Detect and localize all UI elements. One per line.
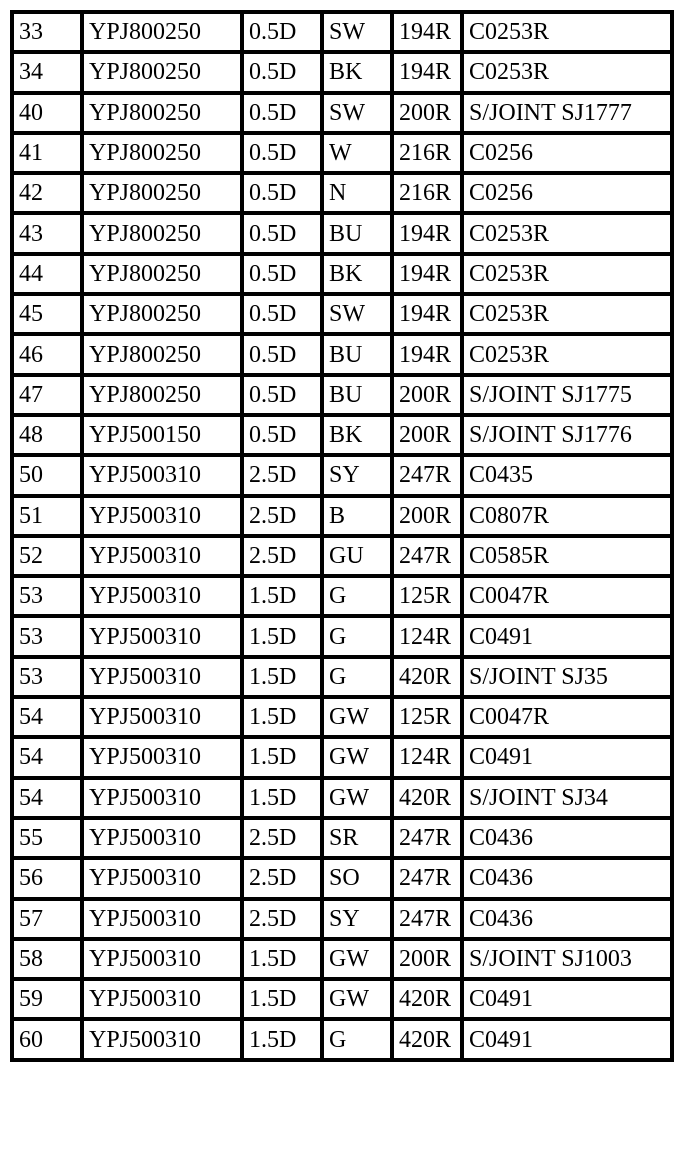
size-cell: 2.5D bbox=[242, 899, 322, 939]
part-number-cell: YPJ800250 bbox=[82, 52, 242, 92]
code-cell: 194R bbox=[392, 254, 462, 294]
part-number-cell: YPJ800250 bbox=[82, 133, 242, 173]
wire-table-container bbox=[10, 10, 670, 1062]
size-cell: 2.5D bbox=[242, 818, 322, 858]
table-row bbox=[12, 899, 672, 939]
table-row bbox=[12, 133, 672, 173]
table-row bbox=[12, 334, 672, 374]
connection-cell: C0491 bbox=[462, 1019, 672, 1059]
part-number-cell: YPJ500310 bbox=[82, 858, 242, 898]
table-row bbox=[12, 818, 672, 858]
part-number-cell: YPJ500310 bbox=[82, 737, 242, 777]
connection-cell: C0807R bbox=[462, 496, 672, 536]
part-number-cell: YPJ500310 bbox=[82, 616, 242, 656]
size-cell: 0.5D bbox=[242, 93, 322, 133]
size-cell: 1.5D bbox=[242, 778, 322, 818]
code-cell: 194R bbox=[392, 213, 462, 253]
row-number-cell: 53 bbox=[12, 576, 82, 616]
code-cell: 420R bbox=[392, 778, 462, 818]
row-number-cell: 52 bbox=[12, 536, 82, 576]
connection-cell: S/JOINT SJ35 bbox=[462, 657, 672, 697]
row-number-cell: 46 bbox=[12, 334, 82, 374]
row-number-cell: 33 bbox=[12, 12, 82, 52]
table-row bbox=[12, 52, 672, 92]
part-number-cell: YPJ800250 bbox=[82, 173, 242, 213]
color-cell: BU bbox=[322, 334, 392, 374]
size-cell: 0.5D bbox=[242, 213, 322, 253]
table-row bbox=[12, 294, 672, 334]
connection-cell: S/JOINT SJ1776 bbox=[462, 415, 672, 455]
color-cell: G bbox=[322, 616, 392, 656]
code-cell: 247R bbox=[392, 899, 462, 939]
table-row bbox=[12, 576, 672, 616]
code-cell: 200R bbox=[392, 939, 462, 979]
code-cell: 194R bbox=[392, 294, 462, 334]
table-row bbox=[12, 93, 672, 133]
code-cell: 216R bbox=[392, 133, 462, 173]
connection-cell: C0253R bbox=[462, 334, 672, 374]
connection-cell: C0435 bbox=[462, 455, 672, 495]
part-number-cell: YPJ500310 bbox=[82, 979, 242, 1019]
part-number-cell: YPJ500150 bbox=[82, 415, 242, 455]
size-cell: 1.5D bbox=[242, 576, 322, 616]
size-cell: 1.5D bbox=[242, 657, 322, 697]
color-cell: SO bbox=[322, 858, 392, 898]
code-cell: 420R bbox=[392, 1019, 462, 1059]
table-row bbox=[12, 657, 672, 697]
color-cell: SY bbox=[322, 455, 392, 495]
size-cell: 2.5D bbox=[242, 455, 322, 495]
code-cell: 125R bbox=[392, 697, 462, 737]
connection-cell: C0585R bbox=[462, 536, 672, 576]
table-row bbox=[12, 979, 672, 1019]
code-cell: 200R bbox=[392, 93, 462, 133]
row-number-cell: 56 bbox=[12, 858, 82, 898]
connection-cell: S/JOINT SJ1777 bbox=[462, 93, 672, 133]
part-number-cell: YPJ800250 bbox=[82, 334, 242, 374]
table-row bbox=[12, 697, 672, 737]
connection-cell: C0436 bbox=[462, 899, 672, 939]
color-cell: GW bbox=[322, 939, 392, 979]
row-number-cell: 41 bbox=[12, 133, 82, 173]
code-cell: 200R bbox=[392, 496, 462, 536]
part-number-cell: YPJ500310 bbox=[82, 899, 242, 939]
color-cell: BK bbox=[322, 52, 392, 92]
connection-cell: C0253R bbox=[462, 52, 672, 92]
row-number-cell: 34 bbox=[12, 52, 82, 92]
table-row bbox=[12, 173, 672, 213]
size-cell: 1.5D bbox=[242, 939, 322, 979]
size-cell: 0.5D bbox=[242, 12, 322, 52]
code-cell: 216R bbox=[392, 173, 462, 213]
size-cell: 0.5D bbox=[242, 375, 322, 415]
code-cell: 420R bbox=[392, 979, 462, 1019]
color-cell: GW bbox=[322, 737, 392, 777]
table-row bbox=[12, 254, 672, 294]
table-row bbox=[12, 375, 672, 415]
part-number-cell: YPJ500310 bbox=[82, 576, 242, 616]
color-cell: G bbox=[322, 576, 392, 616]
size-cell: 1.5D bbox=[242, 737, 322, 777]
color-cell: BU bbox=[322, 375, 392, 415]
connection-cell: C0436 bbox=[462, 858, 672, 898]
connection-cell: S/JOINT SJ1775 bbox=[462, 375, 672, 415]
code-cell: 247R bbox=[392, 455, 462, 495]
row-number-cell: 40 bbox=[12, 93, 82, 133]
part-number-cell: YPJ500310 bbox=[82, 536, 242, 576]
connection-cell: C0256 bbox=[462, 173, 672, 213]
color-cell: BK bbox=[322, 254, 392, 294]
color-cell: W bbox=[322, 133, 392, 173]
size-cell: 0.5D bbox=[242, 133, 322, 173]
connection-cell: C0253R bbox=[462, 12, 672, 52]
connection-cell: C0491 bbox=[462, 616, 672, 656]
table-row bbox=[12, 415, 672, 455]
color-cell: GW bbox=[322, 979, 392, 1019]
part-number-cell: YPJ500310 bbox=[82, 657, 242, 697]
row-number-cell: 59 bbox=[12, 979, 82, 1019]
size-cell: 1.5D bbox=[242, 616, 322, 656]
code-cell: 194R bbox=[392, 12, 462, 52]
size-cell: 2.5D bbox=[242, 536, 322, 576]
part-number-cell: YPJ800250 bbox=[82, 93, 242, 133]
color-cell: N bbox=[322, 173, 392, 213]
wire-table bbox=[10, 10, 674, 1062]
code-cell: 124R bbox=[392, 737, 462, 777]
color-cell: GU bbox=[322, 536, 392, 576]
connection-cell: C0253R bbox=[462, 254, 672, 294]
row-number-cell: 45 bbox=[12, 294, 82, 334]
row-number-cell: 42 bbox=[12, 173, 82, 213]
code-cell: 124R bbox=[392, 616, 462, 656]
table-row bbox=[12, 778, 672, 818]
size-cell: 1.5D bbox=[242, 979, 322, 1019]
code-cell: 247R bbox=[392, 818, 462, 858]
row-number-cell: 47 bbox=[12, 375, 82, 415]
code-cell: 200R bbox=[392, 375, 462, 415]
color-cell: SY bbox=[322, 899, 392, 939]
code-cell: 125R bbox=[392, 576, 462, 616]
table-body bbox=[12, 12, 672, 1060]
connection-cell: C0253R bbox=[462, 213, 672, 253]
size-cell: 0.5D bbox=[242, 415, 322, 455]
code-cell: 420R bbox=[392, 657, 462, 697]
part-number-cell: YPJ800250 bbox=[82, 254, 242, 294]
color-cell: SW bbox=[322, 294, 392, 334]
table-row bbox=[12, 858, 672, 898]
part-number-cell: YPJ500310 bbox=[82, 939, 242, 979]
part-number-cell: YPJ800250 bbox=[82, 12, 242, 52]
connection-cell: C0256 bbox=[462, 133, 672, 173]
part-number-cell: YPJ500310 bbox=[82, 697, 242, 737]
connection-cell: C0253R bbox=[462, 294, 672, 334]
table-row bbox=[12, 939, 672, 979]
row-number-cell: 44 bbox=[12, 254, 82, 294]
row-number-cell: 54 bbox=[12, 778, 82, 818]
row-number-cell: 60 bbox=[12, 1019, 82, 1059]
connection-cell: S/JOINT SJ1003 bbox=[462, 939, 672, 979]
size-cell: 0.5D bbox=[242, 294, 322, 334]
table-row bbox=[12, 496, 672, 536]
color-cell: G bbox=[322, 657, 392, 697]
color-cell: BU bbox=[322, 213, 392, 253]
color-cell: SW bbox=[322, 12, 392, 52]
table-row bbox=[12, 12, 672, 52]
color-cell: GW bbox=[322, 778, 392, 818]
size-cell: 0.5D bbox=[242, 52, 322, 92]
color-cell: SW bbox=[322, 93, 392, 133]
connection-cell: C0491 bbox=[462, 979, 672, 1019]
row-number-cell: 48 bbox=[12, 415, 82, 455]
row-number-cell: 51 bbox=[12, 496, 82, 536]
code-cell: 247R bbox=[392, 858, 462, 898]
part-number-cell: YPJ500310 bbox=[82, 455, 242, 495]
table-row bbox=[12, 616, 672, 656]
code-cell: 200R bbox=[392, 415, 462, 455]
size-cell: 2.5D bbox=[242, 858, 322, 898]
size-cell: 1.5D bbox=[242, 697, 322, 737]
size-cell: 0.5D bbox=[242, 254, 322, 294]
size-cell: 2.5D bbox=[242, 496, 322, 536]
part-number-cell: YPJ500310 bbox=[82, 778, 242, 818]
code-cell: 194R bbox=[392, 334, 462, 374]
row-number-cell: 55 bbox=[12, 818, 82, 858]
color-cell: GW bbox=[322, 697, 392, 737]
color-cell: B bbox=[322, 496, 392, 536]
connection-cell: C0047R bbox=[462, 697, 672, 737]
part-number-cell: YPJ800250 bbox=[82, 294, 242, 334]
part-number-cell: YPJ800250 bbox=[82, 213, 242, 253]
row-number-cell: 54 bbox=[12, 697, 82, 737]
part-number-cell: YPJ500310 bbox=[82, 818, 242, 858]
row-number-cell: 58 bbox=[12, 939, 82, 979]
size-cell: 0.5D bbox=[242, 334, 322, 374]
connection-cell: C0047R bbox=[462, 576, 672, 616]
part-number-cell: YPJ500310 bbox=[82, 496, 242, 536]
code-cell: 194R bbox=[392, 52, 462, 92]
connection-cell: C0491 bbox=[462, 737, 672, 777]
size-cell: 1.5D bbox=[242, 1019, 322, 1059]
table-row bbox=[12, 1019, 672, 1059]
color-cell: G bbox=[322, 1019, 392, 1059]
connection-cell: C0436 bbox=[462, 818, 672, 858]
table-row bbox=[12, 737, 672, 777]
row-number-cell: 54 bbox=[12, 737, 82, 777]
row-number-cell: 50 bbox=[12, 455, 82, 495]
table-row bbox=[12, 455, 672, 495]
row-number-cell: 53 bbox=[12, 657, 82, 697]
table-row bbox=[12, 213, 672, 253]
color-cell: BK bbox=[322, 415, 392, 455]
color-cell: SR bbox=[322, 818, 392, 858]
row-number-cell: 43 bbox=[12, 213, 82, 253]
code-cell: 247R bbox=[392, 536, 462, 576]
row-number-cell: 53 bbox=[12, 616, 82, 656]
table-row bbox=[12, 536, 672, 576]
row-number-cell: 57 bbox=[12, 899, 82, 939]
part-number-cell: YPJ500310 bbox=[82, 1019, 242, 1059]
size-cell: 0.5D bbox=[242, 173, 322, 213]
part-number-cell: YPJ800250 bbox=[82, 375, 242, 415]
connection-cell: S/JOINT SJ34 bbox=[462, 778, 672, 818]
